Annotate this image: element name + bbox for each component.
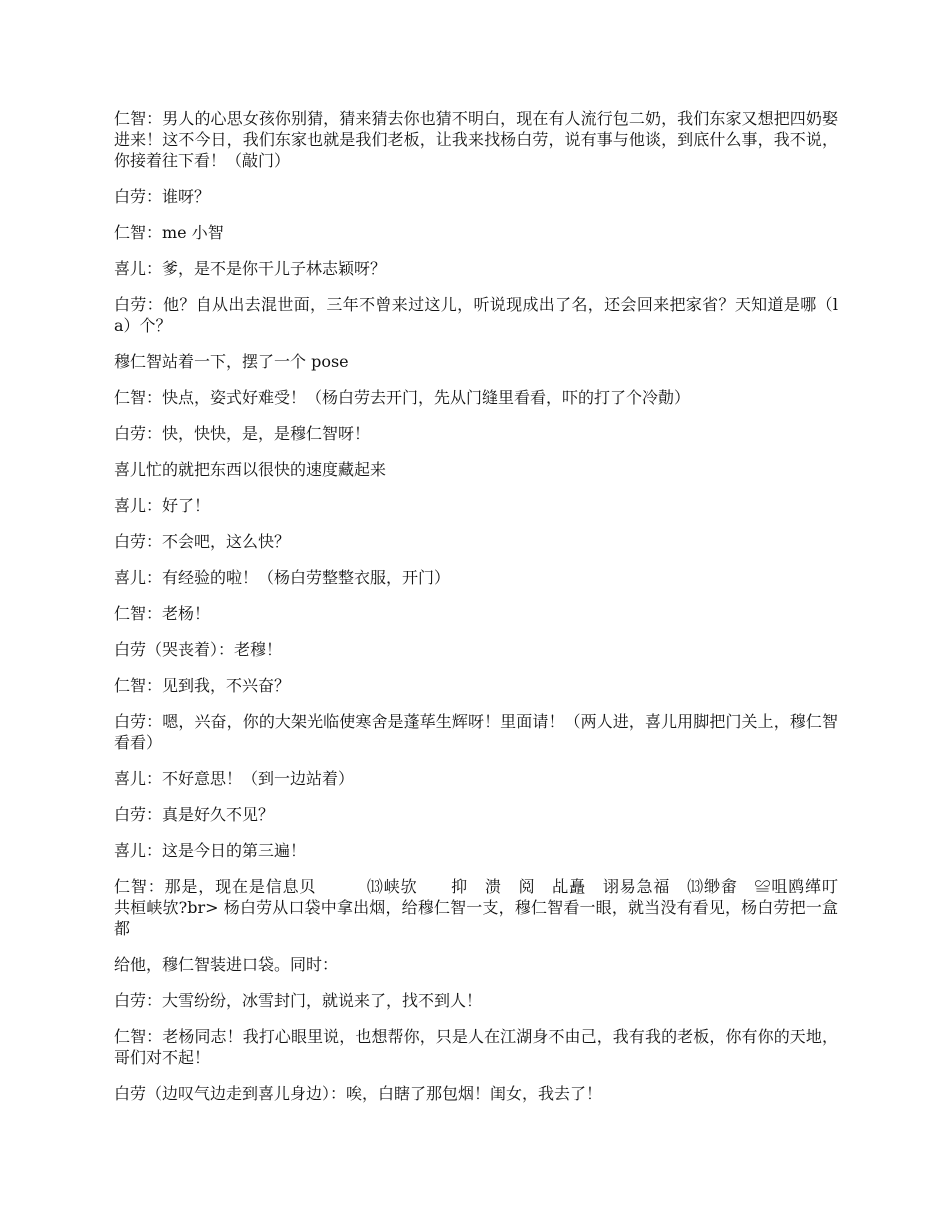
paragraph: 喜儿：好了！: [114, 496, 211, 515]
paragraph: 白劳：不会吧，这么快？: [114, 532, 291, 551]
paragraph: 喜儿：不好意思！（到一边站着）: [114, 769, 355, 788]
paragraph: 白劳：快，快快，是，是穆仁智呀！: [114, 424, 371, 443]
paragraph: 喜儿：有经验的啦！（杨白劳整整衣服，开门）: [114, 568, 451, 587]
paragraph: 喜儿：这是今日的第三遍！: [114, 841, 307, 860]
paragraph: 给他，穆仁智装进口袋。同时：: [114, 955, 339, 974]
paragraph: 白劳：他？自从出去混世面，三年不曾来过这儿，听说现成出了名，还会回来把家省？天知道是哪（la）个？: [114, 295, 838, 335]
paragraph: 仁智：老杨！: [114, 604, 211, 623]
paragraph: 喜儿：爹，是不是你干儿子林志颖呀？: [114, 259, 387, 278]
paragraph: 穆仁智站着一下，摆了一个 pose: [114, 352, 349, 371]
paragraph: 白劳：谁呀？: [114, 187, 211, 206]
paragraph: 白劳：大雪纷纷，冰雪封门，就说来了，找不到人！: [114, 991, 483, 1010]
paragraph: 白劳：真是好久不见？: [114, 805, 275, 824]
paragraph: 仁智：快点，姿式好难受！（杨白劳去开门，先从门缝里看看，吓的打了个冷勣）: [114, 388, 691, 407]
paragraph: 喜儿忙的就把东西以很快的速度藏起来: [114, 460, 387, 479]
paragraph: 白劳（边叹气边走到喜儿身边）：唉，白瞎了那包烟！闺女，我去了！: [114, 1084, 603, 1103]
document-page: [114, 108, 871, 1119]
paragraph: 白劳（哭丧着）：老穆！: [114, 640, 283, 659]
paragraph: 仁智：老杨同志！我打心眼里说，也想帮你，只是人在江湖身不由己，我有我的老板，你有你的天地，哥们对不起！: [114, 1027, 838, 1067]
paragraph: 仁智：那是，现在是信息贝 ⒀峡欤 抑 溃 阅 乩矗 诩易急福 ⒀缈畲 ≌咀鸥缂叮 共桓峡欤?br> 杨白劳从口袋中拿出烟，给穆仁智一支，穆仁智看一眼，就当没有看见，杨白劳把一盒都: [114, 877, 871, 938]
paragraph: 仁智：见到我，不兴奋？: [114, 676, 291, 695]
paragraph: 仁智：me 小智: [114, 223, 224, 242]
paragraph: 白劳：嗯，兴奋，你的大架光临使寒舍是蓬荜生辉呀！里面请！（两人进，喜儿用脚把门关上，穆仁智看看）: [114, 712, 838, 752]
paragraph: 仁智：男人的心思女孩你别猜，猜来猜去你也猜不明白，现在有人流行包二奶，我们东家又想把四奶娶进来！这不今日，我们东家也就是我们老板，让我来找杨白劳，说有事与他谈，到底什么事，我不说，你接着往下看！（敲门）: [114, 109, 838, 170]
